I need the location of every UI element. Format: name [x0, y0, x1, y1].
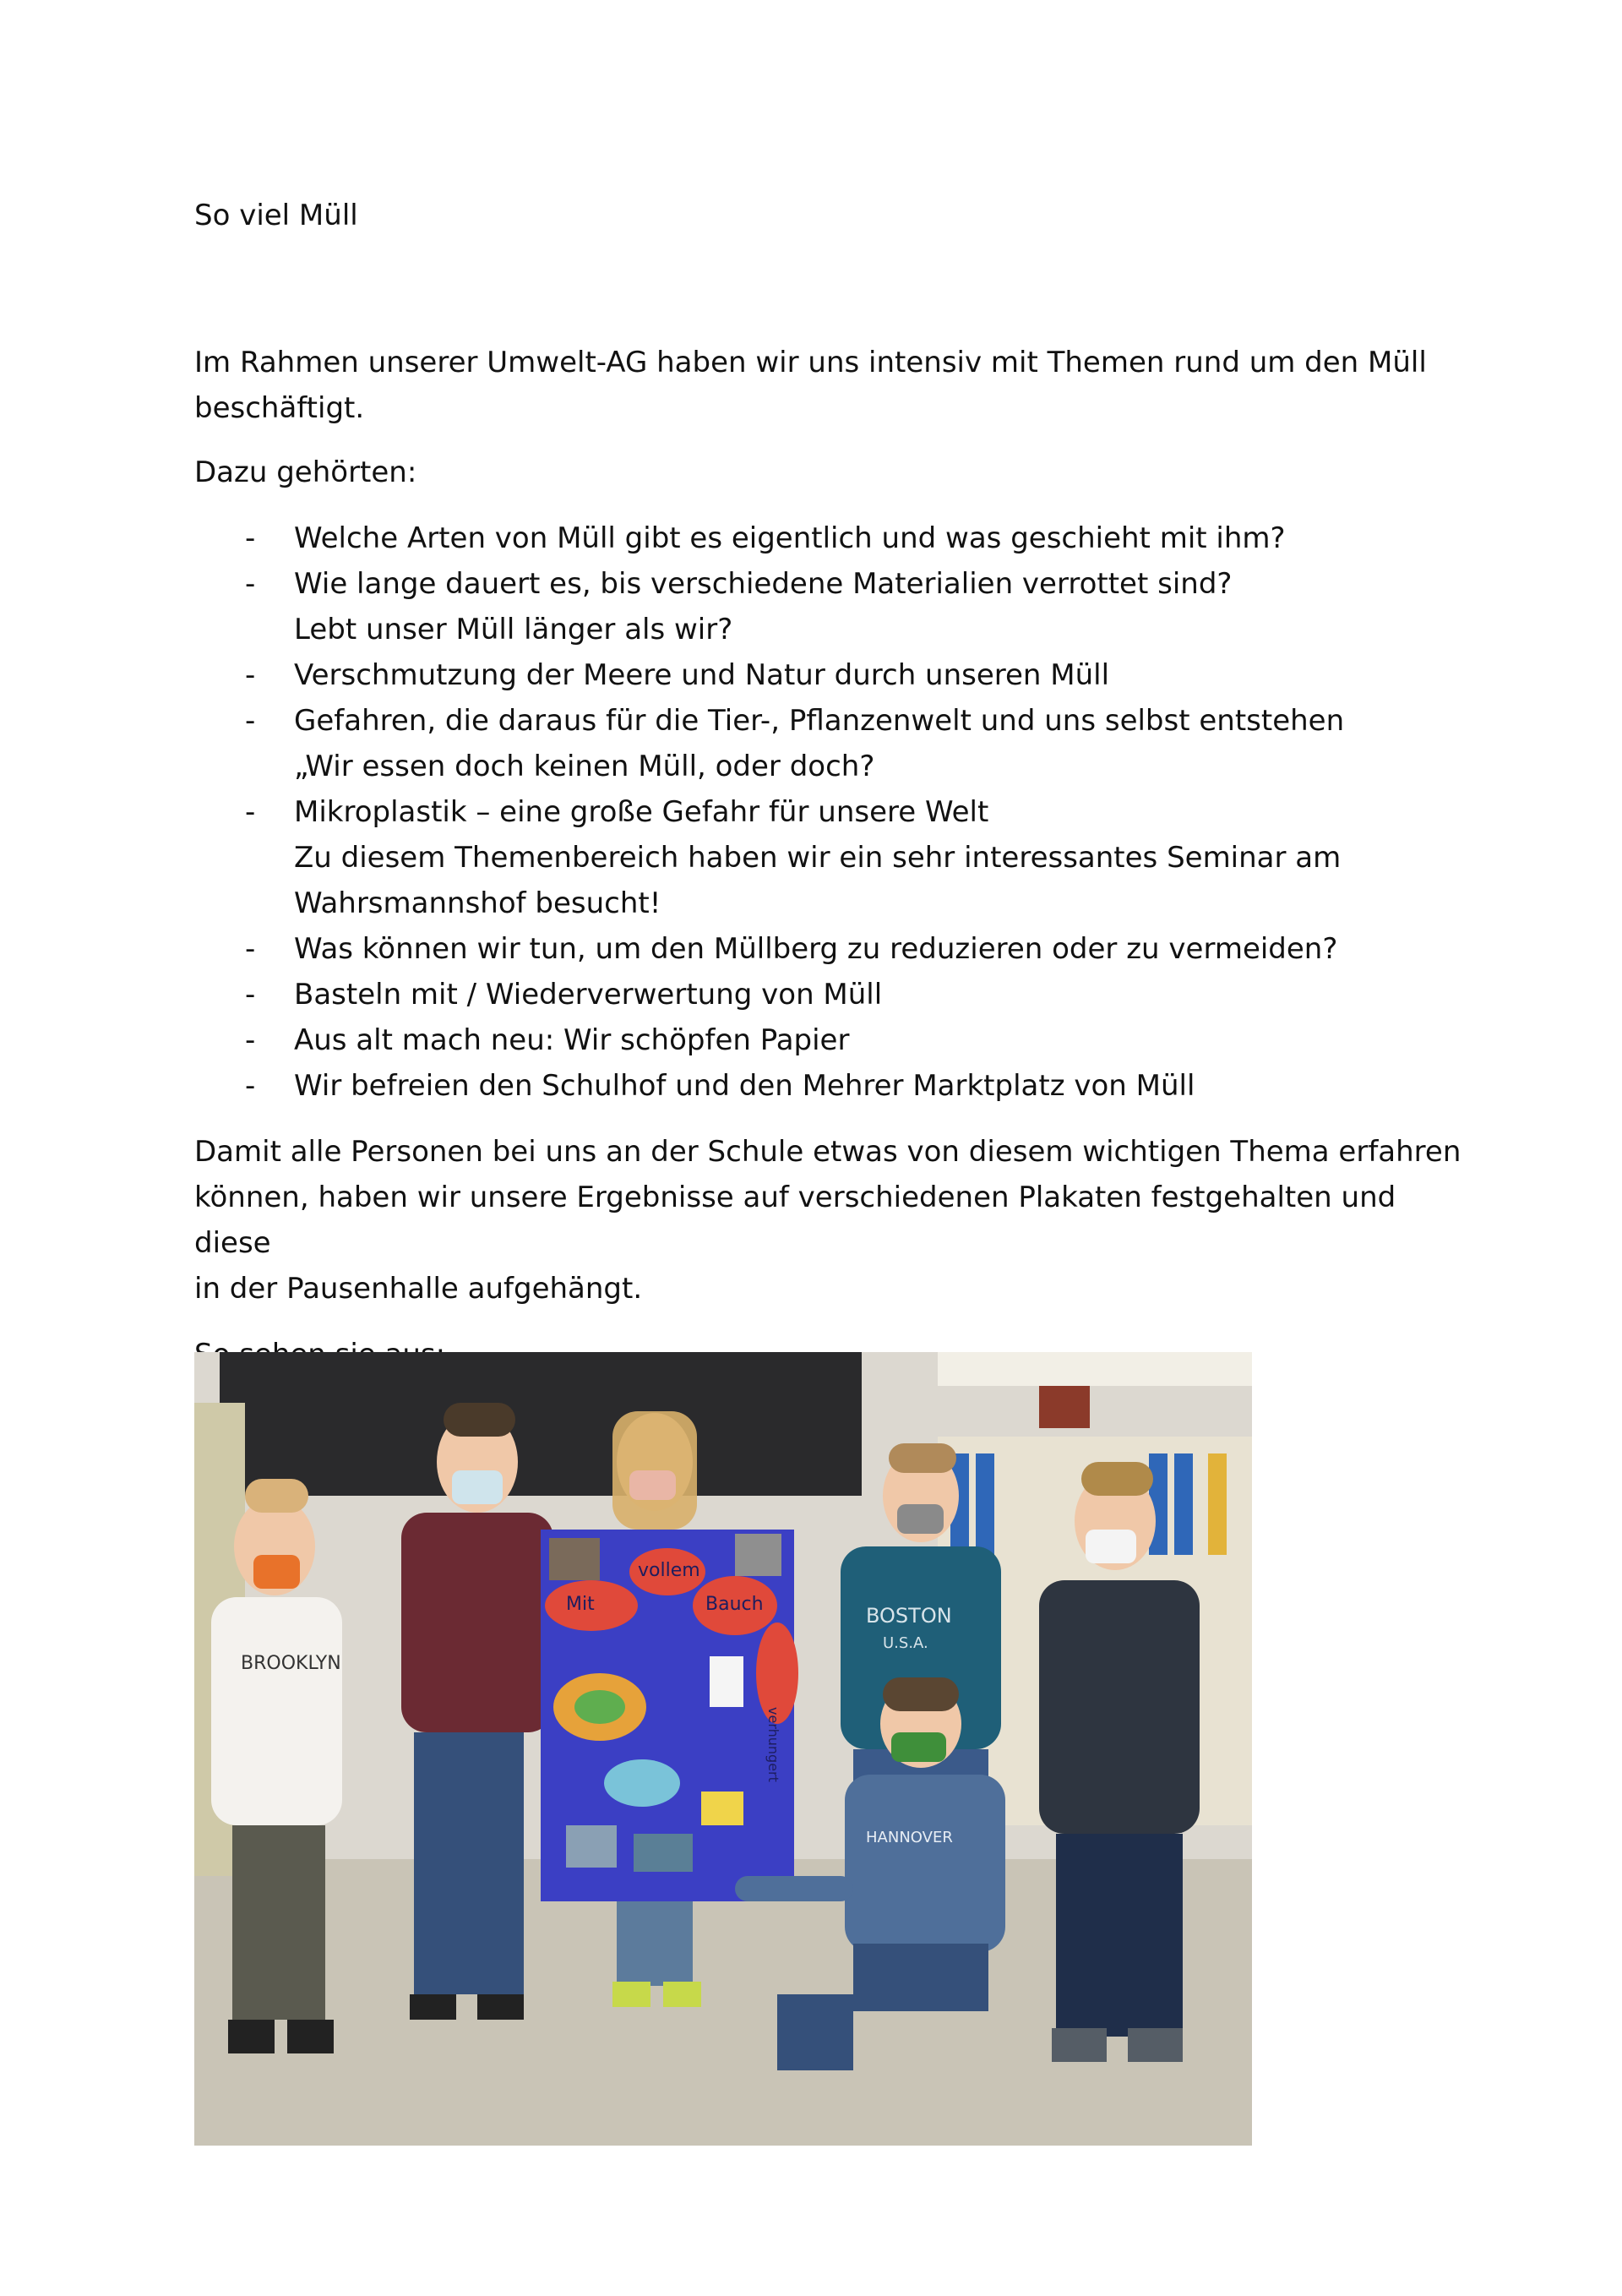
topics-list — [245, 515, 1461, 1109]
list-item-text: Wir befreien den Schulhof und den Mehrer Marktplatz von Müll — [294, 1069, 1195, 1103]
list-item — [245, 561, 1461, 652]
list-item — [245, 1017, 1461, 1063]
list-item-text: Gefahren, die daraus für die Tier-, Pflanzenwelt und uns selbst entstehen — [294, 704, 1345, 738]
class-photo-illustration — [194, 1352, 1252, 2146]
sweater-text-boston: BOSTON — [866, 1604, 952, 1628]
sweater-text-usa: U.S.A. — [883, 1634, 928, 1652]
intro-line: Im Rahmen unserer Umwelt-AG haben wir uns intensiv mit Themen rund um den Müll — [194, 346, 1427, 379]
bullet-dash: - — [245, 978, 256, 1012]
list-item-text: Verschmutzung der Meere und Natur durch unseren Müll — [294, 658, 1110, 692]
closing-line: in der Pausenhalle aufgehängt. — [194, 1272, 643, 1306]
closing-paragraph — [194, 1129, 1461, 1312]
bullet-dash: - — [245, 1023, 256, 1057]
list-item — [245, 698, 1461, 789]
list-item-text: „Wir essen doch keinen Müll, oder doch? — [294, 750, 875, 783]
intro-line: beschäftigt. — [194, 391, 365, 425]
bullet-dash: - — [245, 704, 256, 738]
poster-text-bauch: Bauch — [705, 1594, 764, 1615]
document-page — [194, 193, 1461, 1377]
list-item — [245, 972, 1461, 1017]
bullet-dash: - — [245, 795, 256, 829]
sweater-text-brooklyn: BROOKLYN — [241, 1653, 341, 1674]
poster-text-verhungert: verhungert — [765, 1707, 781, 1782]
list-item-text: Lebt unser Müll länger als wir? — [294, 613, 733, 646]
document-title: So viel Müll — [194, 199, 358, 232]
list-item — [245, 789, 1461, 926]
intro-paragraph — [194, 340, 1461, 431]
list-item-text: Wahrsmannshof besucht! — [294, 886, 661, 920]
list-item-text: Wie lange dauert es, bis verschiedene Materialien verrottet sind? — [294, 567, 1233, 601]
bullet-dash: - — [245, 1069, 256, 1103]
bullet-dash: - — [245, 521, 256, 555]
list-item-text: Welche Arten von Müll gibt es eigentlich und was geschieht mit ihm? — [294, 521, 1286, 555]
list-item-text: Aus alt mach neu: Wir schöpfen Papier — [294, 1023, 850, 1057]
list-item — [245, 652, 1461, 698]
list-heading: Dazu gehörten: — [194, 455, 417, 489]
list-item-text: Basteln mit / Wiederverwertung von Müll — [294, 978, 883, 1012]
list-item — [245, 515, 1461, 561]
closing-line: Damit alle Personen bei uns an der Schule etwas von diesem wichtigen Thema erfahren — [194, 1135, 1461, 1169]
poster — [541, 1530, 798, 1901]
bullet-dash: - — [245, 567, 256, 601]
class-photo — [194, 1352, 1252, 2146]
poster-text-mit: Mit — [566, 1594, 595, 1615]
list-item-text: Mikroplastik – eine große Gefahr für unsere Welt — [294, 795, 989, 829]
list-item — [245, 1063, 1461, 1109]
closing-line: können, haben wir unsere Ergebnisse auf verschiedenen Plakaten festgehalten und diese — [194, 1181, 1396, 1260]
sweater-text-hannover: HANNOVER — [866, 1829, 953, 1846]
bullet-dash: - — [245, 932, 256, 966]
list-item-text: Was können wir tun, um den Müllberg zu reduzieren oder zu vermeiden? — [294, 932, 1338, 966]
list-item-text: Zu diesem Themenbereich haben wir ein sehr interessantes Seminar am — [294, 841, 1342, 875]
list-item — [245, 926, 1461, 972]
bullet-dash: - — [245, 658, 256, 692]
poster-text-vollem: vollem — [638, 1560, 700, 1581]
